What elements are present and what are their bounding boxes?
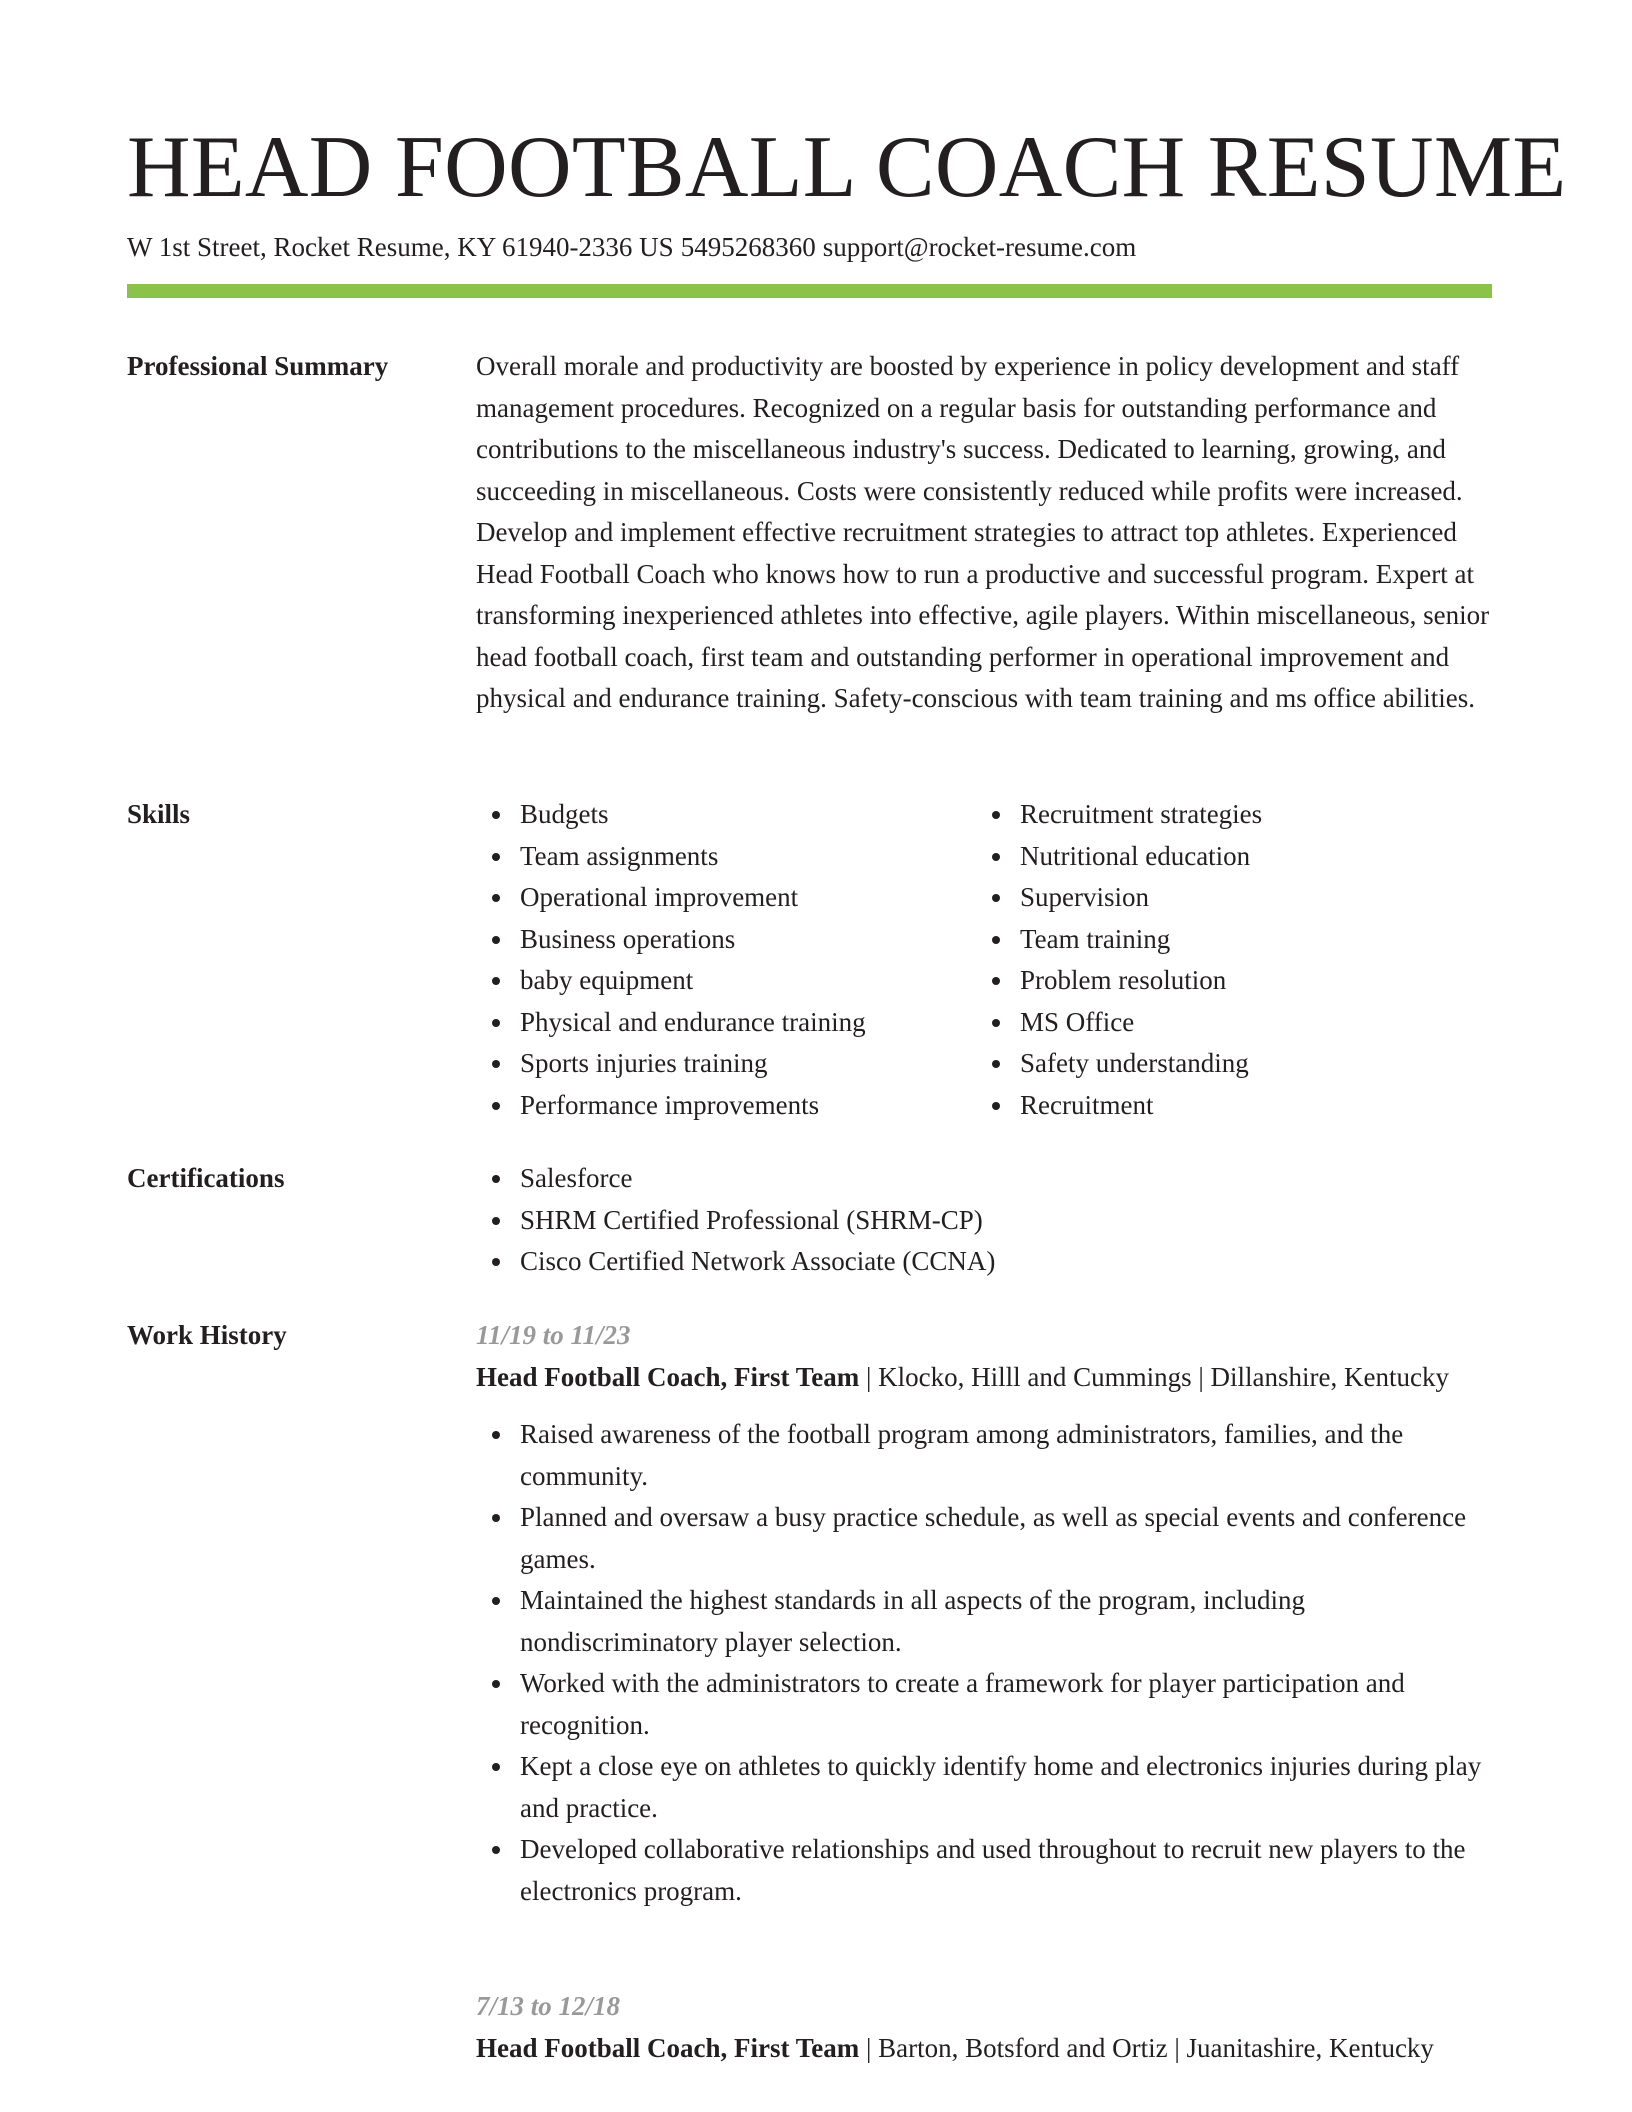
contact-phone: 5495268360 bbox=[680, 232, 816, 262]
work-history-body bbox=[476, 1315, 1492, 2063]
skills-list-left bbox=[476, 794, 976, 1126]
job-title: Head Football Coach, First Team bbox=[476, 1361, 860, 1392]
job-bullet: Raised awareness of the football program among administrators, families, and the community. bbox=[520, 1414, 1492, 1497]
certification-item: Salesforce bbox=[520, 1158, 1492, 1200]
skill-item: Operational improvement bbox=[520, 877, 976, 919]
skill-item: MS Office bbox=[1020, 1002, 1476, 1044]
job-bullets bbox=[476, 1414, 1492, 1912]
skill-item: Recruitment strategies bbox=[1020, 794, 1476, 836]
work-history-label: Work History bbox=[127, 1320, 287, 1350]
skill-item: Supervision bbox=[1020, 877, 1476, 919]
job-details: | Klocko, Hilll and Cummings | Dillanshire, Kentucky bbox=[859, 1361, 1449, 1392]
job-title: Head Football Coach, First Team bbox=[476, 2032, 860, 2063]
skill-item: Problem resolution bbox=[1020, 960, 1476, 1002]
skill-item: Budgets bbox=[520, 794, 976, 836]
skill-item: baby equipment bbox=[520, 960, 976, 1002]
job-bullet: Maintained the highest standards in all aspects of the program, including nondiscriminatory player selection. bbox=[520, 1580, 1492, 1663]
job-heading bbox=[476, 2028, 1492, 2070]
job-bullet: Kept a close eye on athletes to quickly identify home and electronics injuries during play and practice. bbox=[520, 1746, 1492, 1829]
certification-item: SHRM Certified Professional (SHRM-CP) bbox=[520, 1200, 1492, 1242]
skill-item: Nutritional education bbox=[1020, 836, 1476, 878]
skill-item: Performance improvements bbox=[520, 1085, 976, 1127]
job-entry bbox=[476, 1315, 1492, 1912]
skills-column-left bbox=[476, 794, 976, 1126]
job-details: | Barton, Botsford and Ortiz | Juanitashire, Kentucky bbox=[859, 2032, 1434, 2063]
skill-item: Business operations bbox=[520, 919, 976, 961]
job-heading bbox=[476, 1357, 1492, 1399]
certifications-label: Certifications bbox=[127, 1163, 285, 1193]
certification-item: Cisco Certified Network Associate (CCNA) bbox=[520, 1241, 1492, 1283]
summary-text: Overall morale and productivity are boosted by experience in policy development and staff management procedures. Recognized on a regular basis for outstanding performance and contributions to the miscellaneous industry's success. Dedicated to learning, growing, and succeeding in miscellaneous. Costs were consistently reduced while profits were increased. Develop and implement effective recruitment strategies to attract top athletes. Experienced Head Football Coach who knows how to run a productive and successful program. Expert at transforming inexperienced athletes into effective, agile players. Within miscellaneous, senior head football coach, first team and outstanding performer in operational improvement and physical and endurance training. Safety-conscious with team training and ms office abilities. bbox=[476, 351, 1490, 713]
contact-line bbox=[127, 229, 1136, 265]
skill-item: Sports injuries training bbox=[520, 1043, 976, 1085]
header-divider bbox=[127, 284, 1492, 298]
job-bullet: Worked with the administrators to create a framework for player participation and recognition. bbox=[520, 1663, 1492, 1746]
job-bullet: Developed collaborative relationships and used throughout to recruit new players to the electronics program. bbox=[520, 1829, 1492, 1912]
skill-item: Team assignments bbox=[520, 836, 976, 878]
job-bullet: Planned and oversaw a busy practice schedule, as well as special events and conference games. bbox=[520, 1497, 1492, 1580]
certifications-body bbox=[476, 1158, 1492, 1283]
job-entry bbox=[476, 1986, 1492, 2069]
skill-item: Recruitment bbox=[1020, 1085, 1476, 1127]
contact-address: W 1st Street, Rocket Resume, KY 61940-2336 US bbox=[127, 232, 674, 262]
job-dates: 7/13 to 12/18 bbox=[476, 1991, 621, 2021]
summary-label: Professional Summary bbox=[127, 351, 389, 381]
skills-grid bbox=[476, 794, 1492, 1126]
skills-column-right bbox=[976, 794, 1476, 1126]
contact-email: support@rocket-resume.com bbox=[822, 232, 1137, 262]
skills-label: Skills bbox=[127, 799, 191, 829]
skills-list-right bbox=[976, 794, 1476, 1126]
job-dates: 11/19 to 11/23 bbox=[476, 1320, 631, 1350]
certifications-list bbox=[476, 1158, 1492, 1283]
skill-item: Physical and endurance training bbox=[520, 1002, 976, 1044]
skill-item: Safety understanding bbox=[1020, 1043, 1476, 1085]
summary-body bbox=[476, 346, 1492, 720]
skills-body bbox=[476, 794, 1492, 1126]
skill-item: Team training bbox=[1020, 919, 1476, 961]
resume-title: HEAD FOOTBALL COACH RESUME bbox=[127, 119, 1567, 216]
